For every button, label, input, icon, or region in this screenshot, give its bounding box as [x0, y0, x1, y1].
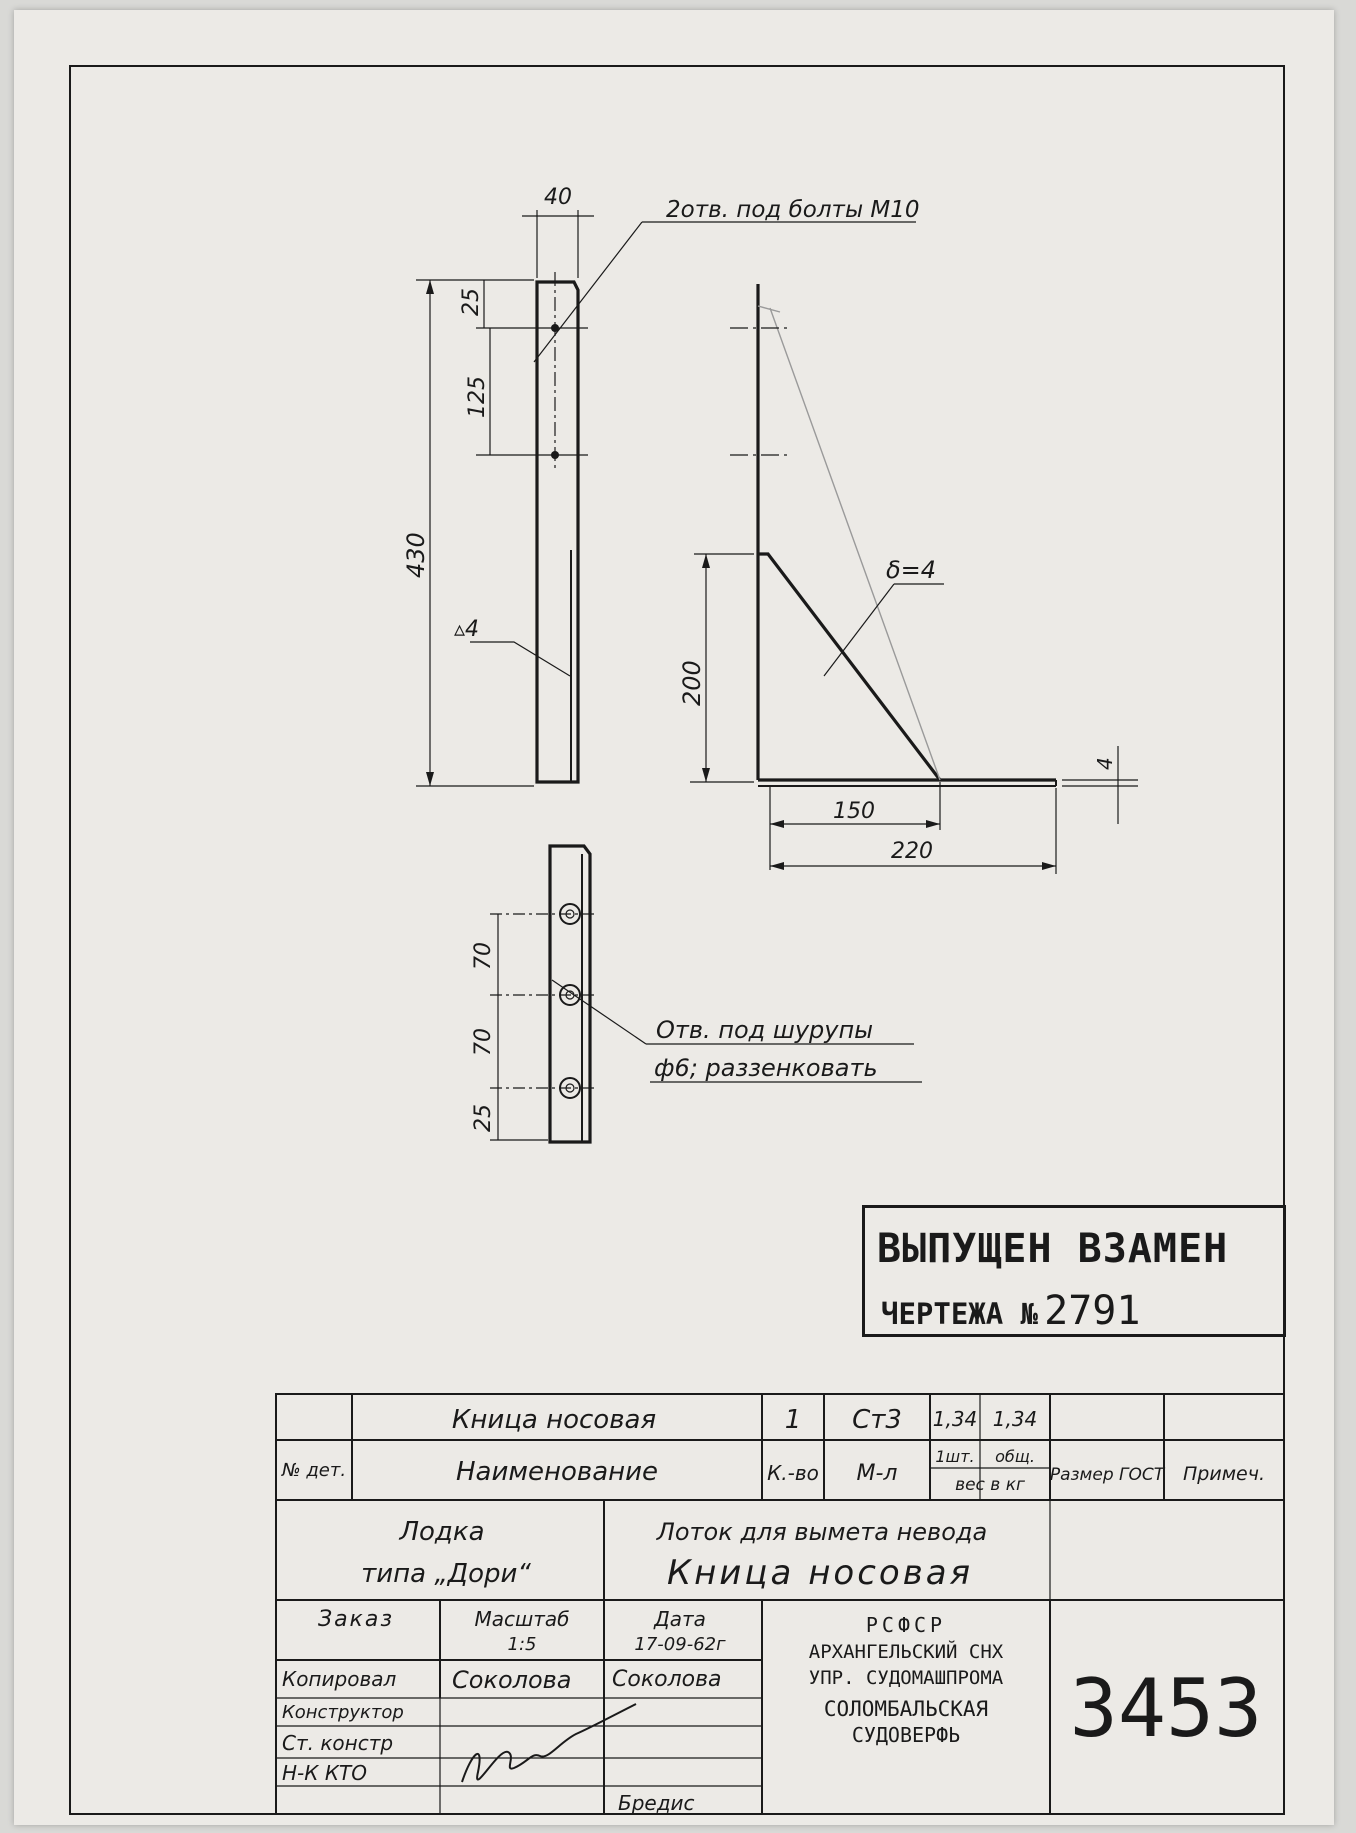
- weld-symbol-4: ▵4: [454, 617, 480, 642]
- screw-note-leader: [552, 980, 646, 1044]
- org-line2: АРХАНГЕЛЬСКИЙ СНХ: [808, 1641, 1004, 1663]
- role-designer: Конструктор: [282, 1702, 404, 1723]
- weight-total: 1,34: [992, 1407, 1038, 1431]
- scale-value: 1:5: [507, 1634, 537, 1655]
- org-line1: РСФСР: [865, 1613, 947, 1637]
- dim-thickness-4: 4: [1093, 757, 1117, 770]
- part-title: Кница носовая: [666, 1553, 974, 1593]
- title-block: [276, 1394, 1284, 1815]
- dim-width-40: 40: [544, 185, 572, 210]
- screw-note-line2: ф6; раззенковать: [654, 1054, 878, 1082]
- product-line2: типа „Дори“: [361, 1559, 531, 1589]
- drawing-sheet: [14, 10, 1334, 1825]
- org-line5: СУДОВЕРФЬ: [851, 1723, 961, 1747]
- copied-by-name: Соколова: [612, 1667, 722, 1692]
- product-line1: Лодка: [399, 1517, 485, 1547]
- bottom-view: [471, 846, 922, 1142]
- hole-note: 2отв. под болты М10: [666, 197, 920, 223]
- header-size-gost: Размер ГОСТ: [1049, 1465, 1165, 1485]
- part-qty: 1: [784, 1405, 802, 1435]
- screw-note-line1: Отв. под шурупы: [656, 1016, 874, 1044]
- technical-drawing: [14, 10, 1334, 1825]
- part-material: Ст3: [852, 1405, 902, 1435]
- role-copied: Копировал: [282, 1667, 397, 1691]
- role-qc: Н-К КТО: [282, 1761, 367, 1785]
- header-note: Примеч.: [1183, 1463, 1265, 1485]
- dim-bottom-25: 25: [471, 1104, 496, 1132]
- weld-leader: [470, 642, 570, 676]
- gusset-edge: [758, 554, 940, 780]
- dim-outer-220: 220: [891, 839, 933, 864]
- copied-by-signature: Соколова: [452, 1666, 572, 1694]
- role-senior-designer: Ст. констр: [282, 1731, 394, 1755]
- hole-note-leader: [534, 222, 642, 362]
- side-view: [402, 185, 920, 786]
- dim-inner-150: 150: [833, 799, 875, 824]
- org-line4: СОЛОМБАЛЬСКАЯ: [823, 1697, 989, 1721]
- header-weight-label: вес в кг: [955, 1475, 1025, 1495]
- header-material: М-л: [856, 1461, 898, 1486]
- drawing-frame: [70, 66, 1284, 1814]
- header-name: Наименование: [455, 1457, 659, 1487]
- stamp-line2-prefix: ЧЕРТЕЖА №: [881, 1297, 1039, 1331]
- pencil-construction-line: [770, 308, 940, 780]
- weight-one: 1,34: [932, 1407, 978, 1431]
- dim-top-25: 25: [459, 288, 484, 316]
- date-value: 17-09-62г: [634, 1634, 726, 1655]
- dim-hole-pitch-125: 125: [465, 376, 490, 418]
- header-qty: К.-во: [767, 1461, 819, 1485]
- dim-bottom-70b: 70: [471, 1028, 496, 1056]
- part-name: Кница носовая: [451, 1405, 657, 1435]
- material-thickness: δ=4: [886, 556, 937, 584]
- assembly-name: Лоток для вымета невода: [656, 1518, 988, 1546]
- replacement-stamp: [862, 1205, 1286, 1337]
- dim-vertical-200: 200: [678, 660, 706, 706]
- approved-by: Бредис: [618, 1791, 695, 1815]
- dim-total-430: 430: [402, 532, 430, 578]
- header-weight-one: 1шт.: [935, 1447, 975, 1466]
- front-view: [678, 284, 1138, 874]
- date-label: Дата: [654, 1607, 706, 1631]
- approval-signature: [462, 1704, 636, 1782]
- org-line3: УПР. СУДОМАШПРОМА: [808, 1667, 1004, 1689]
- drawing-number: 3453: [1069, 1662, 1263, 1755]
- stamp-line2-number: 2791: [1044, 1288, 1141, 1334]
- header-weight-total: общ.: [995, 1447, 1035, 1466]
- stamp-line2: [881, 1288, 1140, 1334]
- dim-bottom-70a: 70: [471, 942, 496, 970]
- order-label: Заказ: [317, 1607, 395, 1632]
- stamp-line1: ВЫПУЩЕН ВЗАМЕН: [877, 1226, 1229, 1272]
- header-num-det: № дет.: [281, 1460, 347, 1481]
- scale-label: Масштаб: [474, 1607, 570, 1631]
